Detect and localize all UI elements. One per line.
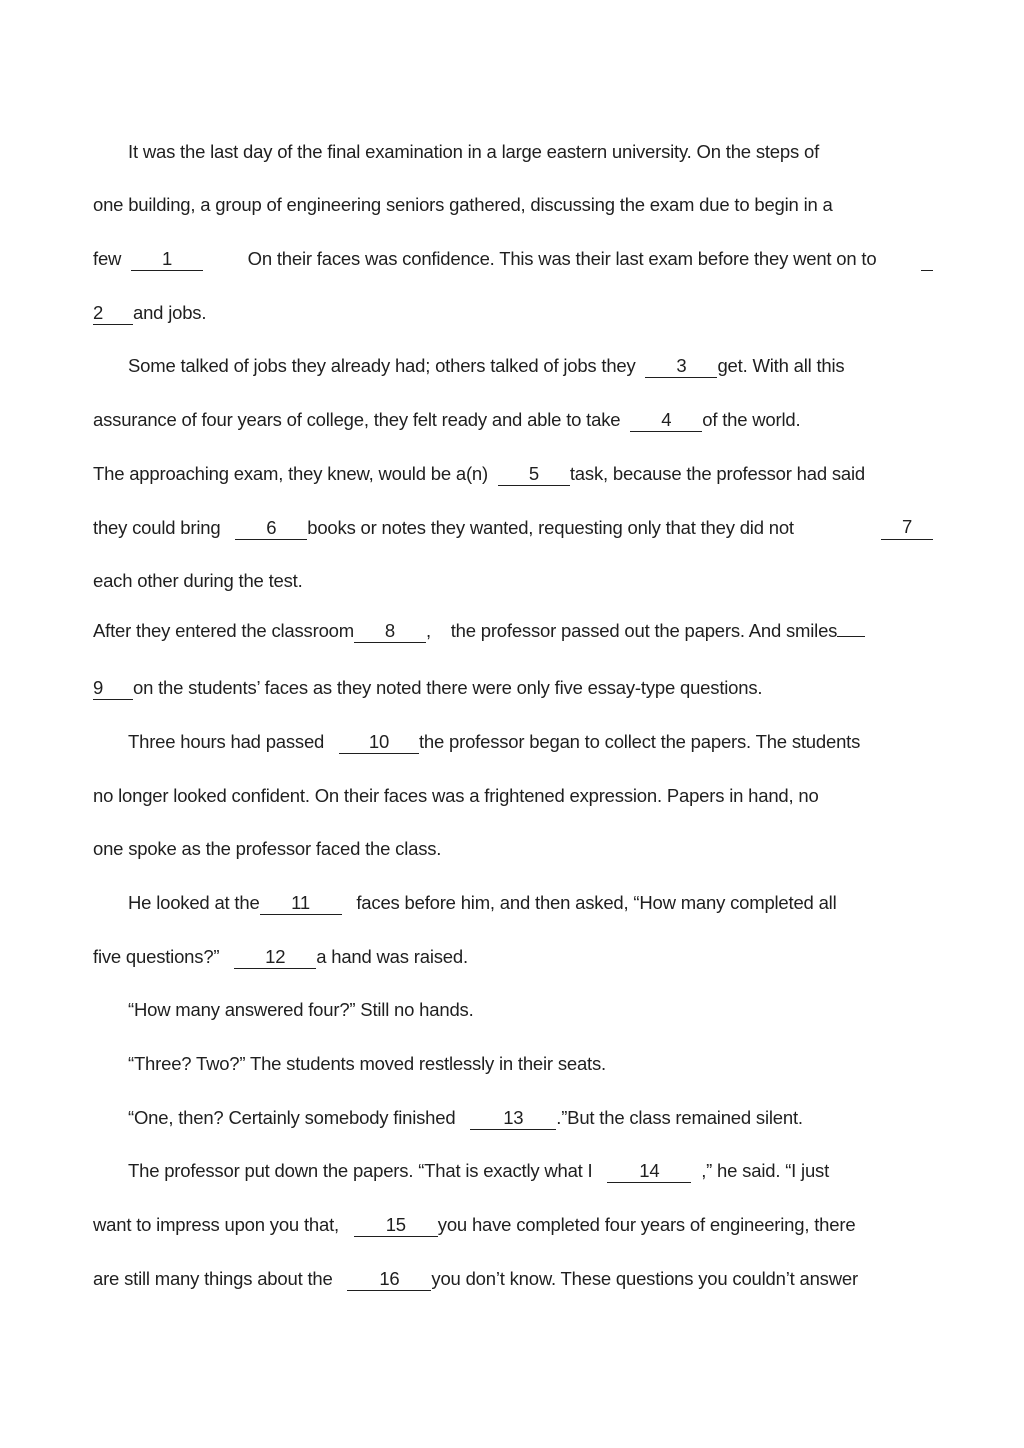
p3-text: After they entered the classroom	[93, 620, 354, 641]
p9-line-2	[93, 1213, 933, 1237]
p4-text: the professor began to collect the papers. The students	[418, 731, 861, 752]
p1-text: On their faces was confidence. This was their last exam before they went on to	[247, 248, 877, 269]
p9-text: want to impress upon you that,	[93, 1214, 339, 1235]
blank-5[interactable]: 5	[498, 463, 570, 486]
p4-text: Three hours had passed	[128, 731, 325, 752]
blank-2-lead	[921, 247, 933, 271]
p2-line-4	[93, 516, 933, 540]
p9-line-3	[93, 1267, 933, 1291]
p2-text: get. With all this	[717, 355, 845, 376]
p7-text: “Three? Two?” The students moved restlessly in their seats.	[128, 1053, 606, 1074]
p9-line-1	[128, 1159, 933, 1183]
p2-text: each other during the test.	[93, 570, 303, 591]
p3-text: the professor passed out the papers. And smiles	[450, 620, 838, 641]
p4-line-3	[93, 837, 933, 861]
p4-line-1	[128, 730, 933, 754]
p9-text: you have completed four years of engineering, there	[437, 1214, 856, 1235]
p1-text: one building, a group of engineering seniors gathered, discussing the exam due to begin in a	[93, 194, 833, 215]
p2-text: of the world.	[702, 409, 801, 430]
blank-16[interactable]: 16	[347, 1268, 431, 1291]
p3-text: on the students’ faces as they noted there were only five essay-type questions.	[133, 677, 763, 698]
p5-text: faces before him, and then asked, “How many completed all	[356, 892, 837, 913]
p9-text: you don’t know. These questions you couldn’t answer	[431, 1268, 858, 1289]
p1-line-2	[93, 193, 933, 217]
p8-text: .”But the class remained silent.	[556, 1107, 803, 1128]
p2-line-2	[93, 408, 933, 432]
p5-text: a hand was raised.	[316, 946, 468, 967]
p6-line-1	[128, 998, 933, 1022]
p2-text: assurance of four years of college, they felt ready and able to take	[93, 409, 621, 430]
p3-line-1	[93, 619, 933, 643]
blank-1[interactable]: 1	[131, 248, 203, 271]
p3-line-2	[93, 676, 933, 700]
blank-13[interactable]: 13	[470, 1107, 556, 1130]
p5-text: five questions?”	[93, 946, 220, 967]
blank-9[interactable]: 9	[93, 677, 133, 700]
p4-line-2	[93, 784, 933, 808]
p7-line-1	[128, 1052, 933, 1076]
p2-line-3	[93, 462, 933, 486]
blank-11[interactable]: 11	[260, 892, 342, 915]
p9-text: ,” he said. “I just	[701, 1160, 830, 1181]
p9-text: The professor put down the papers. “That is exactly what I	[128, 1160, 593, 1181]
p4-text: one spoke as the professor faced the class.	[93, 838, 442, 859]
p5-line-1	[128, 891, 933, 915]
p2-text: task, because the professor had said	[569, 463, 866, 484]
blank-10[interactable]: 10	[339, 731, 419, 754]
blank-15[interactable]: 15	[354, 1214, 438, 1237]
p1-line-3	[93, 247, 933, 271]
blank-6[interactable]: 6	[235, 517, 307, 540]
p1-text: few 1	[93, 247, 203, 271]
p1-text: It was the last day of the final examination in a large eastern university. On the steps of	[128, 141, 820, 162]
blank-9-lead	[837, 636, 865, 637]
p2-text: they could bring 6 books or notes they wanted, requesting only that they did not	[93, 517, 794, 538]
p1-text: and jobs.	[133, 302, 207, 323]
blank-3[interactable]: 3	[645, 355, 717, 378]
blank-8[interactable]: 8	[354, 620, 426, 643]
blank-12[interactable]: 12	[234, 946, 316, 969]
p9-text: are still many things about the	[93, 1268, 333, 1289]
blank-4[interactable]: 4	[630, 409, 702, 432]
p2-text: The approaching exam, they knew, would be a(n)	[93, 463, 488, 484]
p2-line-1	[128, 354, 933, 378]
blank-2[interactable]: 2	[93, 302, 133, 325]
p2-line-5	[93, 569, 933, 593]
p1-line-1	[128, 140, 933, 164]
p5-text: He looked at the	[128, 892, 260, 913]
p8-text: “One, then? Certainly somebody finished	[128, 1107, 456, 1128]
p1-line-4	[93, 301, 933, 325]
p5-line-2	[93, 945, 933, 969]
p4-text: no longer looked confident. On their faces was a frightened expression. Papers in hand, no	[93, 785, 819, 806]
p2-text: Some talked of jobs they already had; others talked of jobs they	[128, 355, 636, 376]
blank-7[interactable]: 7	[881, 516, 933, 540]
p8-line-1	[128, 1106, 933, 1130]
p3-text: ,	[425, 620, 431, 641]
blank-14[interactable]: 14	[607, 1160, 691, 1183]
p6-text: “How many answered four?” Still no hands.	[128, 999, 474, 1020]
